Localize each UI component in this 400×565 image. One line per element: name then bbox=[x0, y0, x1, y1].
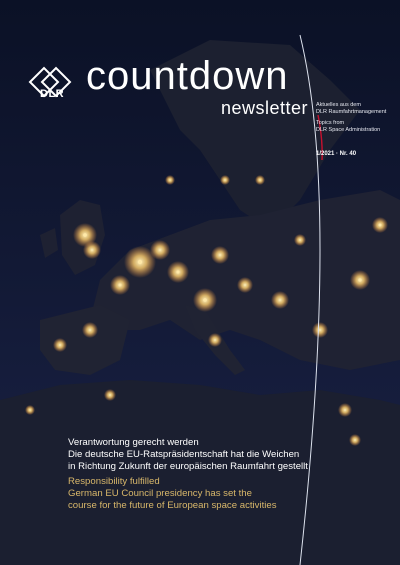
headline-german bbox=[68, 437, 368, 473]
sidebar-german-tagline bbox=[316, 102, 396, 116]
sidebar-en-line: Topics from bbox=[316, 120, 345, 126]
headline-english bbox=[68, 476, 368, 512]
headline-en-line: German EU Council presidency has set the bbox=[68, 488, 252, 499]
sidebar-de-line: DLR Raumfahrtmanagement bbox=[316, 109, 387, 115]
headline-en-line: course for the future of European space activities bbox=[68, 500, 277, 511]
newsletter-subtitle: newsletter bbox=[220, 98, 308, 118]
newsletter-title: countdown bbox=[86, 54, 289, 98]
issue-number: 1/2021 · Nr. 40 bbox=[316, 151, 357, 157]
logo-text: DLR bbox=[40, 88, 65, 100]
headline-de-line: in Richtung Zukunft der europäischen Raumfahrt gestellt bbox=[68, 461, 308, 472]
headline-de-line: Die deutsche EU-Ratspräsidentschaft hat die Weichen bbox=[68, 449, 300, 460]
sidebar-english-tagline bbox=[316, 120, 396, 134]
headline-en-title: Responsibility fulfilled bbox=[68, 476, 160, 487]
sidebar-de-line: Aktuelles aus dem bbox=[316, 102, 361, 108]
sidebar-en-line: DLR Space Administration bbox=[316, 127, 381, 133]
headline-de-title: Verantwortung gerecht werden bbox=[68, 437, 199, 448]
